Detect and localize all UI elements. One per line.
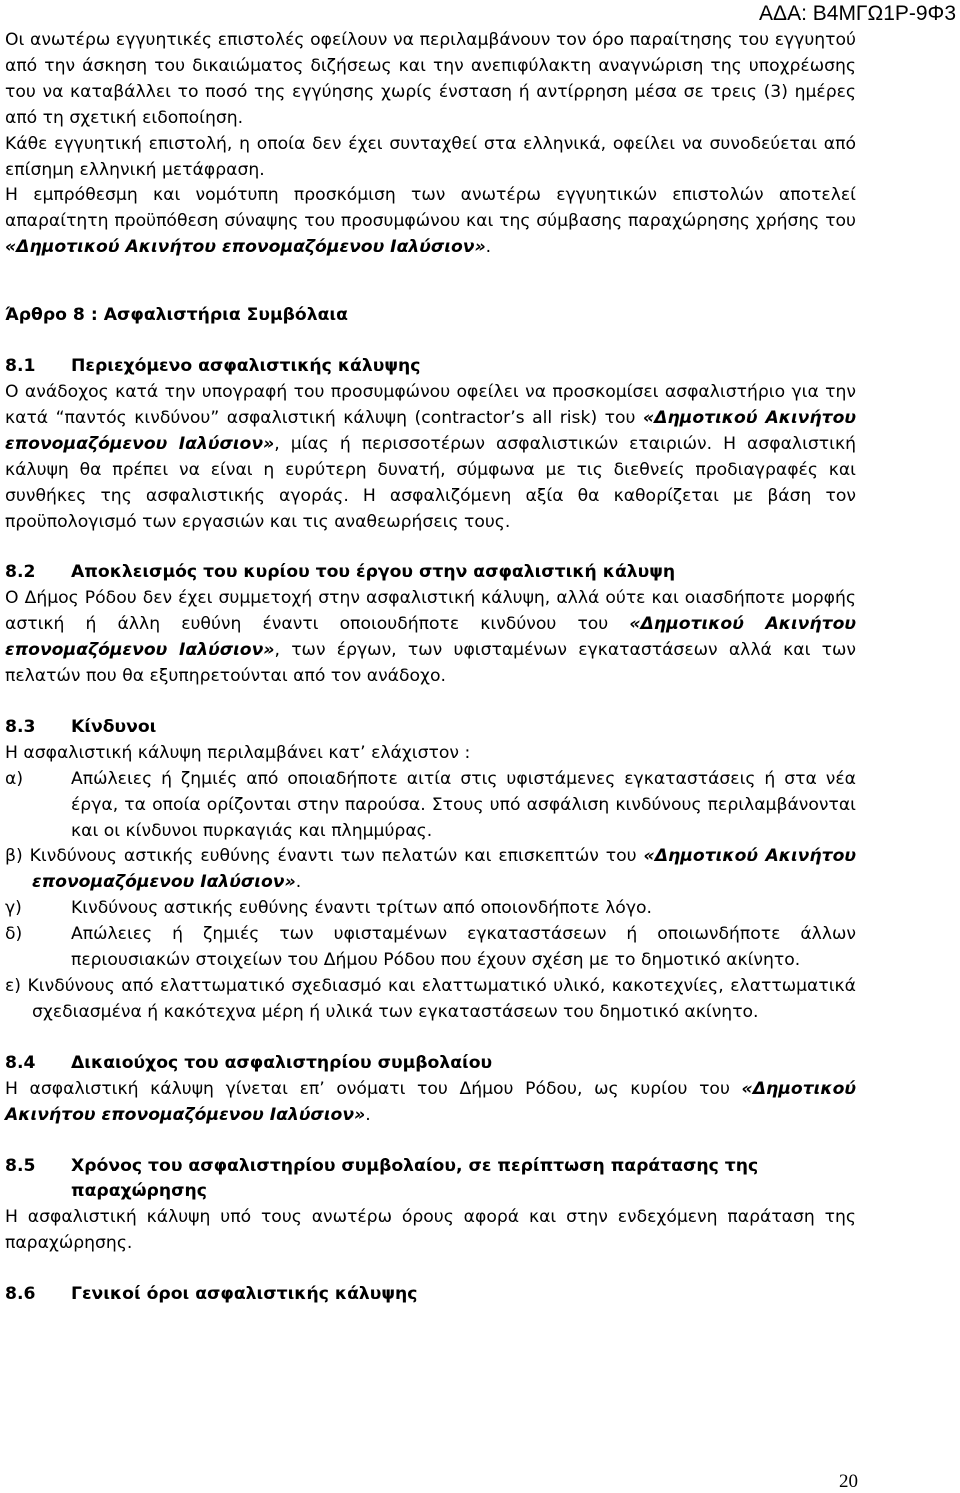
- section-body-8-2: Ο Δήμος Ρόδου δεν έχει συμμετοχή στην ασφαλιστική κάλυψη, αλλά ούτε και οιασδήποτε μορφής αστική ή άλλη ευθύνη έναντι οποιουδήποτε κινδύνου του «Δημοτικού Ακινήτου επονομαζόμενου Ιαλύσιον», των έργων, των υφισταμένων εγκαταστάσεων αλλά και των πελατών που θα εξυπηρετούνται από τον ανάδοχο.: [5, 588, 856, 687]
- article-title: Άρθρο 8 : Ασφαλιστήρια Συμβόλαια: [5, 305, 348, 326]
- list-item: β) Κινδύνους αστικής ευθύνης έναντι των πελατών και επισκεπτών του «Δημοτικού Ακινήτου επονομαζόμενου Ιαλύσιον».: [5, 846, 857, 893]
- section-heading-8-3: 8.3 Κίνδυνοι: [5, 716, 157, 737]
- list-item: γ) Κινδύνους αστικής ευθύνης έναντι τρίτων από οποιονδήποτε λόγο.: [5, 898, 652, 919]
- section-body-8-1: Ο ανάδοχος κατά την υπογραφή του προσυμφώνου οφείλει να προσκομίσει ασφαλιστήριο για την κατά “παντός κινδύνου” ασφαλιστική κάλυψη (contractor’s all risk) του «Δημοτικού Ακινήτου επονομαζόμενου Ιαλύσιον», μίας ή περισσοτέρων ασφαλιστικών εταιριών. Η ασφαλιστική κάλυψη θα πρέπει να είναι η ευρύτερη δυνατή, σύμφωνα με τις διεθνείς προδιαγραφές και συνθήκες της ασφαλιστικής αγοράς. Η ασφαλιζόμενη αξία θα καθορίζεται με βάση τον προϋπολογισμό των εργασιών και τις αναθεωρήσεις τους.: [5, 381, 856, 532]
- section-heading-8-5: 8.5 Χρόνος του ασφαλιστηρίου συμβολαίου, σε περίπτωση παράτασης της παραχώρησης: [5, 1155, 759, 1202]
- section-heading-8-6: 8.6 Γενικοί όροι ασφαλιστικής κάλυψης: [5, 1284, 418, 1305]
- section-heading-8-2: 8.2 Αποκλεισμός του κυρίου του έργου στην ασφαλιστική κάλυψη: [5, 562, 676, 583]
- list-item: α) Απώλειες ή ζημιές από οποιαδήποτε αιτία στις υφιστάμενες εγκαταστάσεις ή στα νέα έργα, τα οποία ορίζονται στην παρούσα. Στους υπό ασφάλιση κινδύνους περιλαμβάνονται και οι κίνδυνοι πυρκαγιάς και πλημμύρας.: [5, 768, 856, 841]
- section-body-8-5: Η ασφαλιστική κάλυψη υπό τους ανωτέρω όρους αφορά και στην ενδεχόμενη παράταση της παραχώρησης.: [5, 1207, 856, 1254]
- property-name: «Δημοτικού Ακινήτου επονομαζόμενου Ιαλύσιον»: [5, 1078, 856, 1125]
- list-item: ε) Κινδύνους από ελαττωματικό σχεδιασμό και ελαττωματικό υλικό, κακοτεχνίες, ελαττωματικά σχεδιασμένα ή κακότεχνα μέρη ή υλικά των εγκαταστάσεων του δημοτικό ακίνητο.: [5, 976, 856, 1022]
- property-name: «Δημοτικού Ακινήτου επονομαζόμενου Ιαλύσιον»: [5, 237, 486, 258]
- property-name: «Δημοτικού Ακινήτου επονομαζόμενου Ιαλύσιον»: [32, 846, 857, 893]
- section-heading-8-1: 8.1 Περιεχόμενο ασφαλιστικής κάλυψης: [5, 356, 421, 377]
- page-number: 20: [839, 1471, 858, 1492]
- paragraph-submission: Η εμπρόθεσμη και νομότυπη προσκόμιση των ανωτέρω εγγυητικών επιστολών αποτελεί απαραίτητη προϋπόθεση σύναψης του προσυμφώνου και της σύμβασης παραχώρησης χρήσης του «Δημοτικού Ακινήτου επονομαζόμενου Ιαλύσιον».: [5, 185, 856, 258]
- section-body-8-4: Η ασφαλιστική κάλυψη γίνεται επ’ ονόματι του Δήμου Ρόδου, ως κυρίου του «Δημοτικού Ακινήτου επονομαζόμενου Ιαλύσιον».: [5, 1078, 856, 1125]
- paragraph-guarantee-terms: Οι ανωτέρω εγγυητικές επιστολές οφείλουν να περιλαμβάνουν τον όρο παραίτησης του εγγυητού από την άσκηση του δικαιώματος διζήσεως και την ανεπιφύλακτη αναγνώριση της υποχρέωσης του να καταβάλλει το ποσό της εγγύησης χωρίς ένσταση ή αντίρρηση μέσα σε τρεις (3) ημέρες από τη σχετική ειδοποίηση.: [5, 30, 856, 128]
- section-heading-8-4: 8.4 Δικαιούχος του ασφαλιστηρίου συμβολαίου: [5, 1052, 493, 1073]
- list-item: δ) Απώλειες ή ζημιές των υφισταμένων εγκαταστάσεων ή οποιωνδήποτε άλλων περιουσιακών στοιχείων του Δήμου Ρόδου που έχουν σχέση με το δημοτικό ακίνητο.: [5, 924, 856, 971]
- paragraph-translation: Κάθε εγγυητική επιστολή, η οποία δεν έχει συνταχθεί στα ελληνικά, οφείλει να συνοδεύεται από επίσημη ελληνική μετάφραση.: [5, 133, 856, 180]
- ada-code: ΑΔΑ: Β4ΜΓΩ1Ρ-9Φ3: [759, 2, 956, 25]
- document-page: [5, 28, 856, 1308]
- property-name: «Δημοτικού Ακινήτου επονομαζόμενου Ιαλύσιον»: [5, 407, 856, 454]
- section-lead-8-3: Η ασφαλιστική κάλυψη περιλαμβάνει κατ’ ελάχιστον :: [5, 742, 471, 763]
- property-name: «Δημοτικού Ακινήτου επονομαζόμενου Ιαλύσιον»: [5, 614, 856, 661]
